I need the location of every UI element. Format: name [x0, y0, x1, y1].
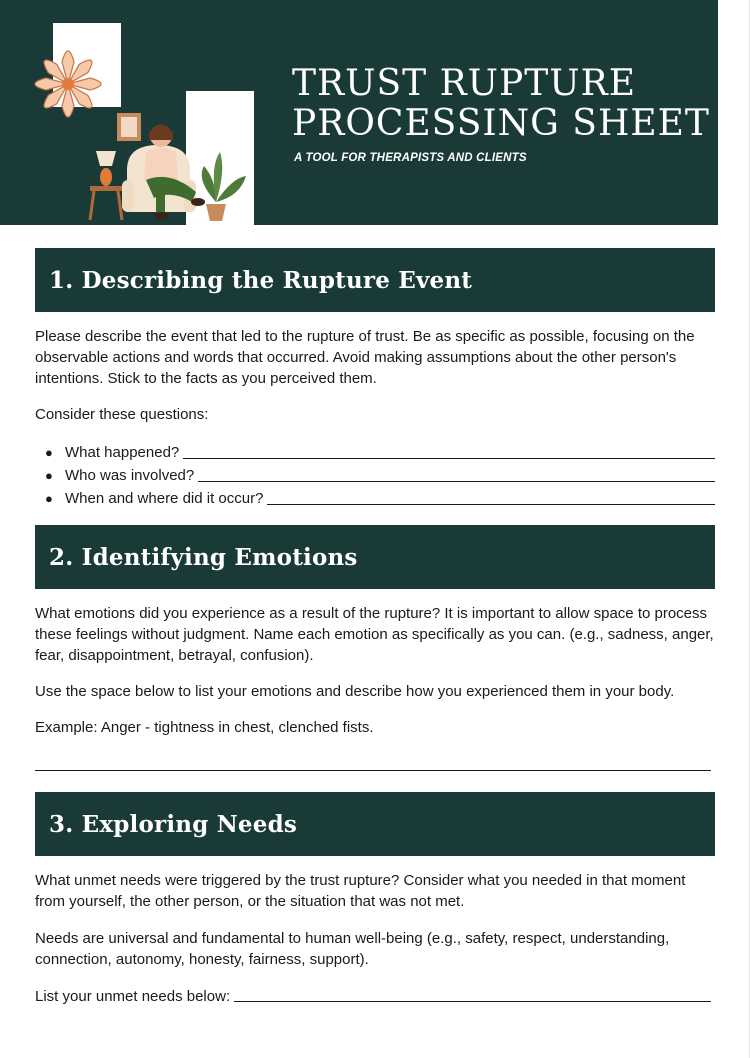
section-1-paragraph: Please describe the event that led to the rupture of trust. Be as specific as possible, focusing on the observable actions and words that occurred. Avoid making assumptions about the other person's intentions. Stick to the facts as you perceived them. — [35, 328, 695, 387]
question-label: When and where did it occur? — [65, 490, 264, 507]
unmet-needs-label: List your unmet needs below: — [35, 988, 231, 1005]
flower-icon — [35, 51, 101, 117]
section-2-instruction: Use the space below to list your emotions and describe how you experienced them in your body. — [35, 683, 675, 700]
question-label: Who was involved? — [65, 467, 195, 484]
emotions-answer-line[interactable] — [35, 770, 711, 771]
section-3-heading: 3. Exploring Needs — [49, 810, 298, 838]
section-1-consider: Consider these questions: — [35, 406, 209, 423]
section-3-paragraph: What unmet needs were triggered by the trust rupture? Consider what you needed in that moment from yourself, the other person, or the situation that was not met. — [35, 872, 686, 910]
header-banner — [0, 0, 718, 225]
section-3-header — [35, 792, 715, 856]
unmet-needs-answer-line[interactable] — [234, 988, 711, 1002]
section-2-example: Example: Anger - tightness in chest, clenched fists. — [35, 719, 374, 736]
question-list — [35, 441, 715, 510]
section-2-header — [35, 525, 715, 589]
bullet-icon: ● — [45, 468, 53, 483]
page-subtitle: A TOOL FOR THERAPISTS AND CLIENTS — [294, 152, 527, 164]
what-happened-answer-line[interactable] — [183, 445, 715, 459]
page-title — [292, 64, 710, 144]
when-where-answer-line[interactable] — [267, 491, 715, 505]
section-1-header — [35, 248, 715, 312]
list-item — [35, 464, 715, 487]
list-item — [35, 487, 715, 510]
question-label: What happened? — [65, 444, 180, 461]
section-2-paragraph: What emotions did you experience as a result of the rupture? It is important to allow space to process these feelings without judgment. Name each emotion as specifically as you can. (e.g., sadness, anger, fear, disappointment, betrayal, confusion). — [35, 605, 714, 664]
title-line-2: PROCESSING SHEET — [292, 103, 710, 144]
section-3-needs-info: Needs are universal and fundamental to human well-being (e.g., safety, respect, understanding, connection, autonomy, honesty, fairness, support). — [35, 930, 670, 968]
unmet-needs-row — [35, 986, 711, 1007]
section-1-heading: 1. Describing the Rupture Event — [49, 266, 473, 294]
who-involved-answer-line[interactable] — [198, 468, 715, 482]
bullet-icon: ● — [45, 445, 53, 460]
therapy-illustration — [20, 20, 260, 225]
section-2-heading: 2. Identifying Emotions — [49, 543, 358, 571]
title-line-1: TRUST RUPTURE — [292, 63, 636, 104]
list-item — [35, 441, 715, 464]
bullet-icon: ● — [45, 491, 53, 506]
